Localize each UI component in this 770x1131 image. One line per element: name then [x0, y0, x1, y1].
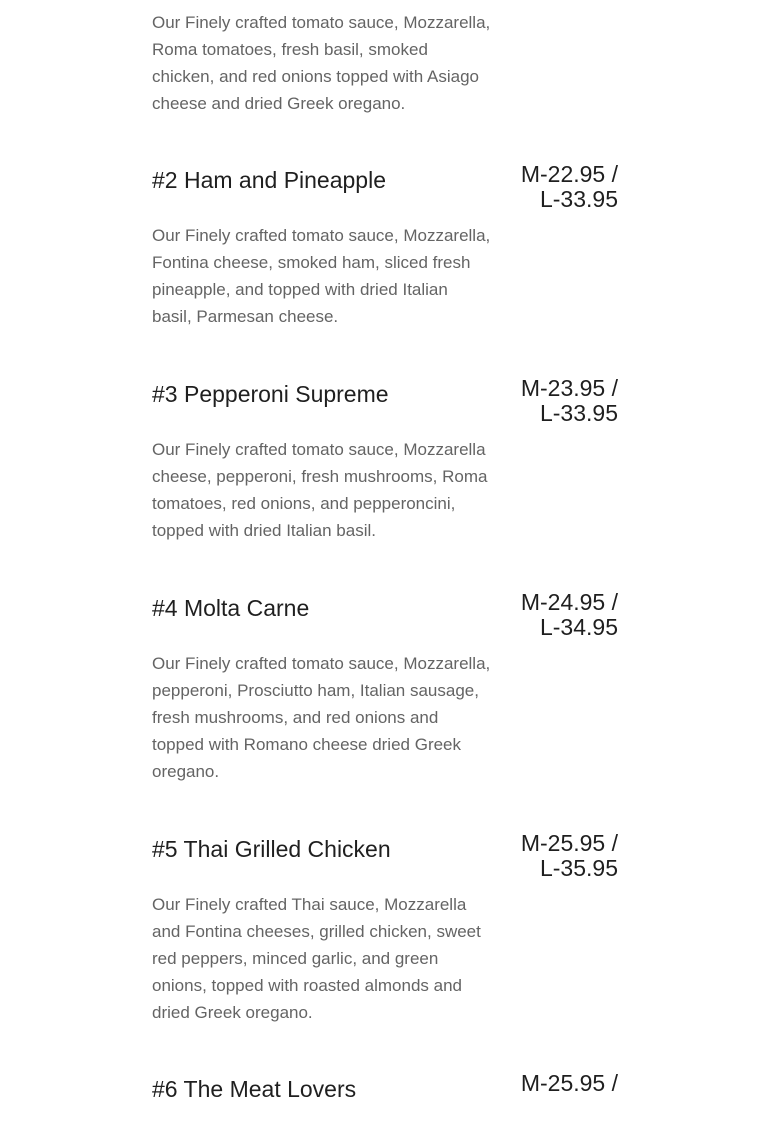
menu-item-2 — [152, 161, 618, 330]
item-4-price-medium: M-24.95 / — [520, 589, 618, 615]
menu-item-5-header — [152, 830, 618, 891]
item-5-price — [521, 831, 618, 881]
item-5-price-medium: M-25.95 / — [520, 830, 618, 856]
menu-item-2-header — [152, 161, 618, 222]
item-2-price-medium: M-22.95 / — [520, 161, 618, 187]
menu-item-4-header — [152, 589, 618, 650]
item-4-name: #4 Molta Carne — [152, 595, 310, 621]
item-4-price — [521, 590, 618, 640]
item-5-price-large: L-35.95 — [539, 855, 618, 881]
item-6-price — [521, 1071, 618, 1096]
item-3-price — [521, 376, 618, 426]
item-3-name: #3 Pepperoni Supreme — [152, 381, 389, 407]
item-2-name: #2 Ham and Pineapple — [152, 167, 386, 193]
item-3-description: Our Finely crafted tomato sauce, Mozzarella cheese, pepperoni, fresh mushrooms, Roma tomatoes, red onions, and pepperoncini, topped with dried Italian basil. — [152, 440, 488, 540]
item-5-description: Our Finely crafted Thai sauce, Mozzarella and Fontina cheeses, grilled chicken, sweet red peppers, minced garlic, and green onions, topped with roasted almonds and dried Greek oregano. — [152, 895, 481, 1022]
menu-item-6-header — [152, 1070, 618, 1131]
item-4-price-large: L-34.95 — [539, 614, 618, 640]
item-4-description: Our Finely crafted tomato sauce, Mozzarella, pepperoni, Prosciutto ham, Italian sausage, fresh mushrooms, and red onions and topped with Romano cheese dried Greek oregano. — [152, 654, 491, 781]
menu-item-4 — [152, 589, 618, 785]
item-3-price-medium: M-23.95 / — [520, 375, 618, 401]
item-6-name: #6 The Meat Lovers — [152, 1076, 357, 1102]
menu-item-3 — [152, 375, 618, 544]
item-1-description: Our Finely crafted tomato sauce, Mozzarella, Roma tomatoes, fresh basil, smoked chicken, and red onions topped with Asiago cheese and dried Greek oregano. — [152, 13, 491, 113]
menu-item-6 — [152, 1070, 618, 1131]
menu-item-5 — [152, 830, 618, 1026]
item-2-description: Our Finely crafted tomato sauce, Mozzarella, Fontina cheese, smoked ham, sliced fresh pineapple, and topped with dried Italian basil, Parmesan cheese. — [152, 226, 491, 326]
item-2-price-large: L-33.95 — [539, 186, 618, 212]
item-2-price — [521, 162, 618, 212]
item-5-name: #5 Thai Grilled Chicken — [152, 836, 391, 862]
item-6-price-medium: M-25.95 / — [520, 1070, 618, 1096]
menu-item-3-header — [152, 375, 618, 436]
item-3-price-large: L-33.95 — [539, 400, 618, 426]
